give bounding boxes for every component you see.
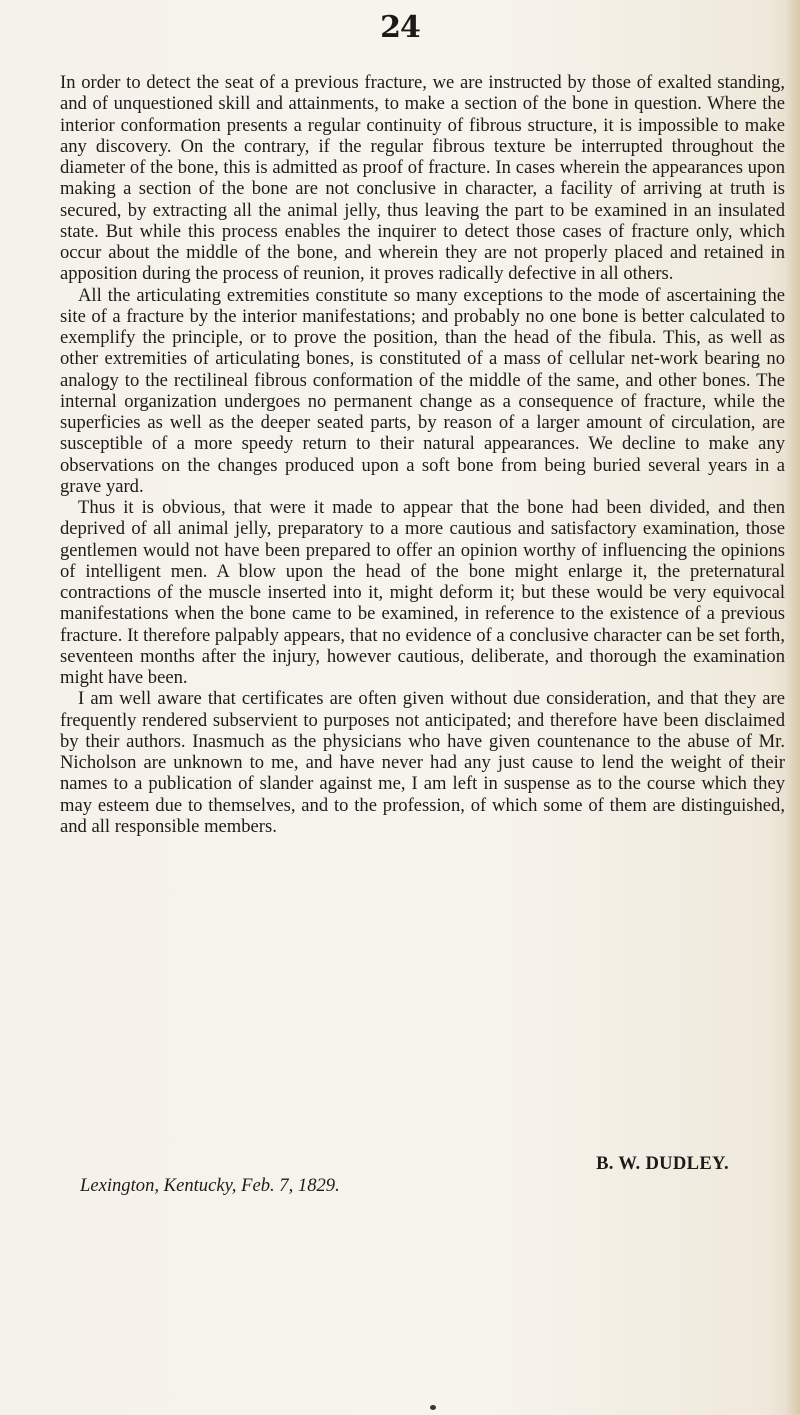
- place-and-date: Lexington, Kentucky, Feb. 7, 1829.: [80, 1175, 340, 1196]
- author-signature: B. W. DUDLEY.: [596, 1153, 729, 1174]
- paragraph-1: In order to detect the seat of a previous fracture, we are instructed by those of exalted standing, and of unquestioned skill and attainments, to make a section of the bone in question. Where the interior conformation presents a regular continuity of fibrous structure, it is impossible to make any discovery. On the contrary, if the regular fibrous texture be interrupted throughout the diameter of the bone, this is admitted as proof of fracture. In cases wherein the appearances upon making a section of the bone are not conclusive in character, a facility of arriving at truth is secured, by extracting all the animal jelly, thus leaving the part to be examined in an insulated state. But while this process enables the inquirer to detect those cases of fracture only, which occur about the middle of the bone, and wherein they are not properly placed and retained in apposition during the process of reunion, it proves radically defective in all others.: [60, 72, 785, 285]
- paragraph-2: All the articulating extremities constitute so many exceptions to the mode of ascertaining the site of a fracture by the interior manifestations; and probably no one bone is better calculated to exemplify the principle, or to prove the position, than the head of the fibula. This, as well as other extremities of articulating bones, is constituted of a mass of cellular net-work bearing no analogy to the rectilineal fibrous conformation of the middle of the same, and other bones. The internal organization undergoes no permanent change as a consequence of fracture, while the superficies as well as the deeper seated parts, by reason of a larger amount of circulation, are susceptible of a more speedy return to their natural appearances. We decline to make any observations on the changes produced upon a soft bone from being buried several years in a grave yard.: [60, 284, 785, 497]
- ink-spot: [430, 1405, 436, 1410]
- page-binding-edge: [786, 0, 800, 1415]
- paragraph-4: I am well aware that certificates are often given without due consideration, and that they are frequently rendered subservient to purposes not anticipated; and therefore have been disclaimed by their authors. Inasmuch as the physicians who have given countenance to the abuse of Mr. Nicholson are unknown to me, and have never had any just cause to lend the weight of their names to a publication of slander against me, I am left in suspense as to the course which they may esteem due to themselves, and to the profession, of which some of them are distinguished, and all responsible members.: [60, 688, 785, 837]
- paragraph-3: Thus it is obvious, that were it made to appear that the bone had been divided, and then deprived of all animal jelly, preparatory to a more cautious and satisfactory examination, those gentlemen would not have been prepared to offer an opinion worthy of influencing the opinions of intelligent men. A blow upon the head of the bone might enlarge it, the preternatural contractions of the muscle inserted into it, might deform it; but these would be very equivocal manifestations when the bone came to be examined, in reference to the existence of a previous fracture. It therefore palpably appears, that no evidence of a conclusive character can be set forth, seventeen months after the injury, however cautious, deliberate, and thorough the examination might have been.: [60, 497, 785, 688]
- page-number: 24: [380, 10, 420, 45]
- signature-line: [60, 1153, 785, 1175]
- body-text: [60, 72, 785, 837]
